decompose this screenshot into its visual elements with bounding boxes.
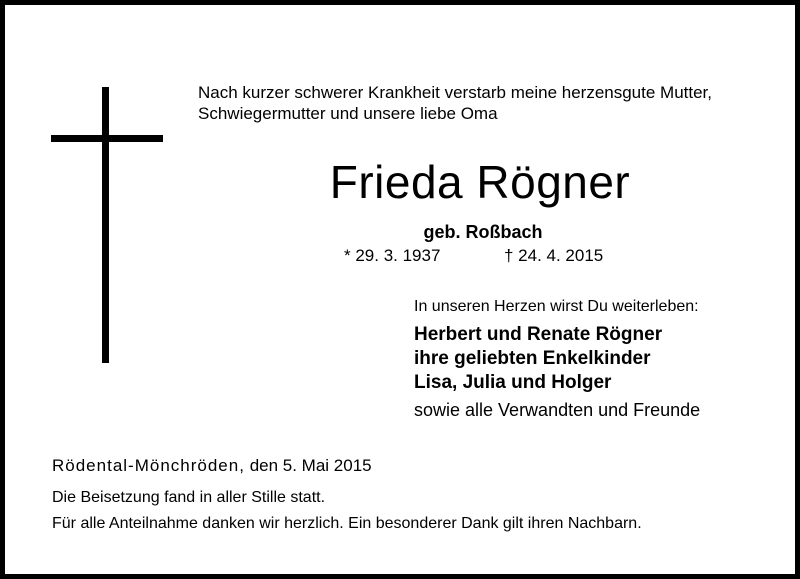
mourner-line: Herbert und Renate Rögner <box>414 324 663 345</box>
mourners-lead: In unseren Herzen wirst Du weiterleben: <box>414 298 699 315</box>
mourners-closing: sowie alle Verwandten und Freunde <box>414 400 701 420</box>
deceased-name: Frieda Rögner <box>329 156 631 208</box>
intro-line-2: Schwiegermutter und unsere liebe Oma <box>198 104 498 123</box>
death-date: † 24. 4. 2015 <box>504 246 604 265</box>
intro-line-1: Nach kurzer schwerer Krankheit verstarb meine herzensgute Mutter, <box>198 83 713 102</box>
birth-date: * 29. 3. 1937 <box>344 246 441 265</box>
cross-icon-vertical <box>102 87 109 363</box>
place: Rödental-Mönchröden, <box>52 456 245 475</box>
birth-name: geb. Roßbach <box>423 222 543 242</box>
intro-text <box>198 82 778 124</box>
date: den 5. Mai 2015 <box>249 456 372 475</box>
mourner-line: Lisa, Julia und Holger <box>414 372 612 393</box>
funeral-note: Die Beisetzung fand in aller Stille statt. <box>52 489 326 506</box>
footer-text <box>52 488 792 534</box>
thanks-note: Für alle Anteilnahme danken wir herzlich. Ein besonderer Dank gilt ihren Nachbarn. <box>52 515 642 532</box>
cross-icon-horizontal <box>51 135 163 142</box>
place-date-line <box>52 455 372 477</box>
mourners-block <box>414 297 794 422</box>
mourner-line: ihre geliebten Enkelkinder <box>414 348 651 369</box>
